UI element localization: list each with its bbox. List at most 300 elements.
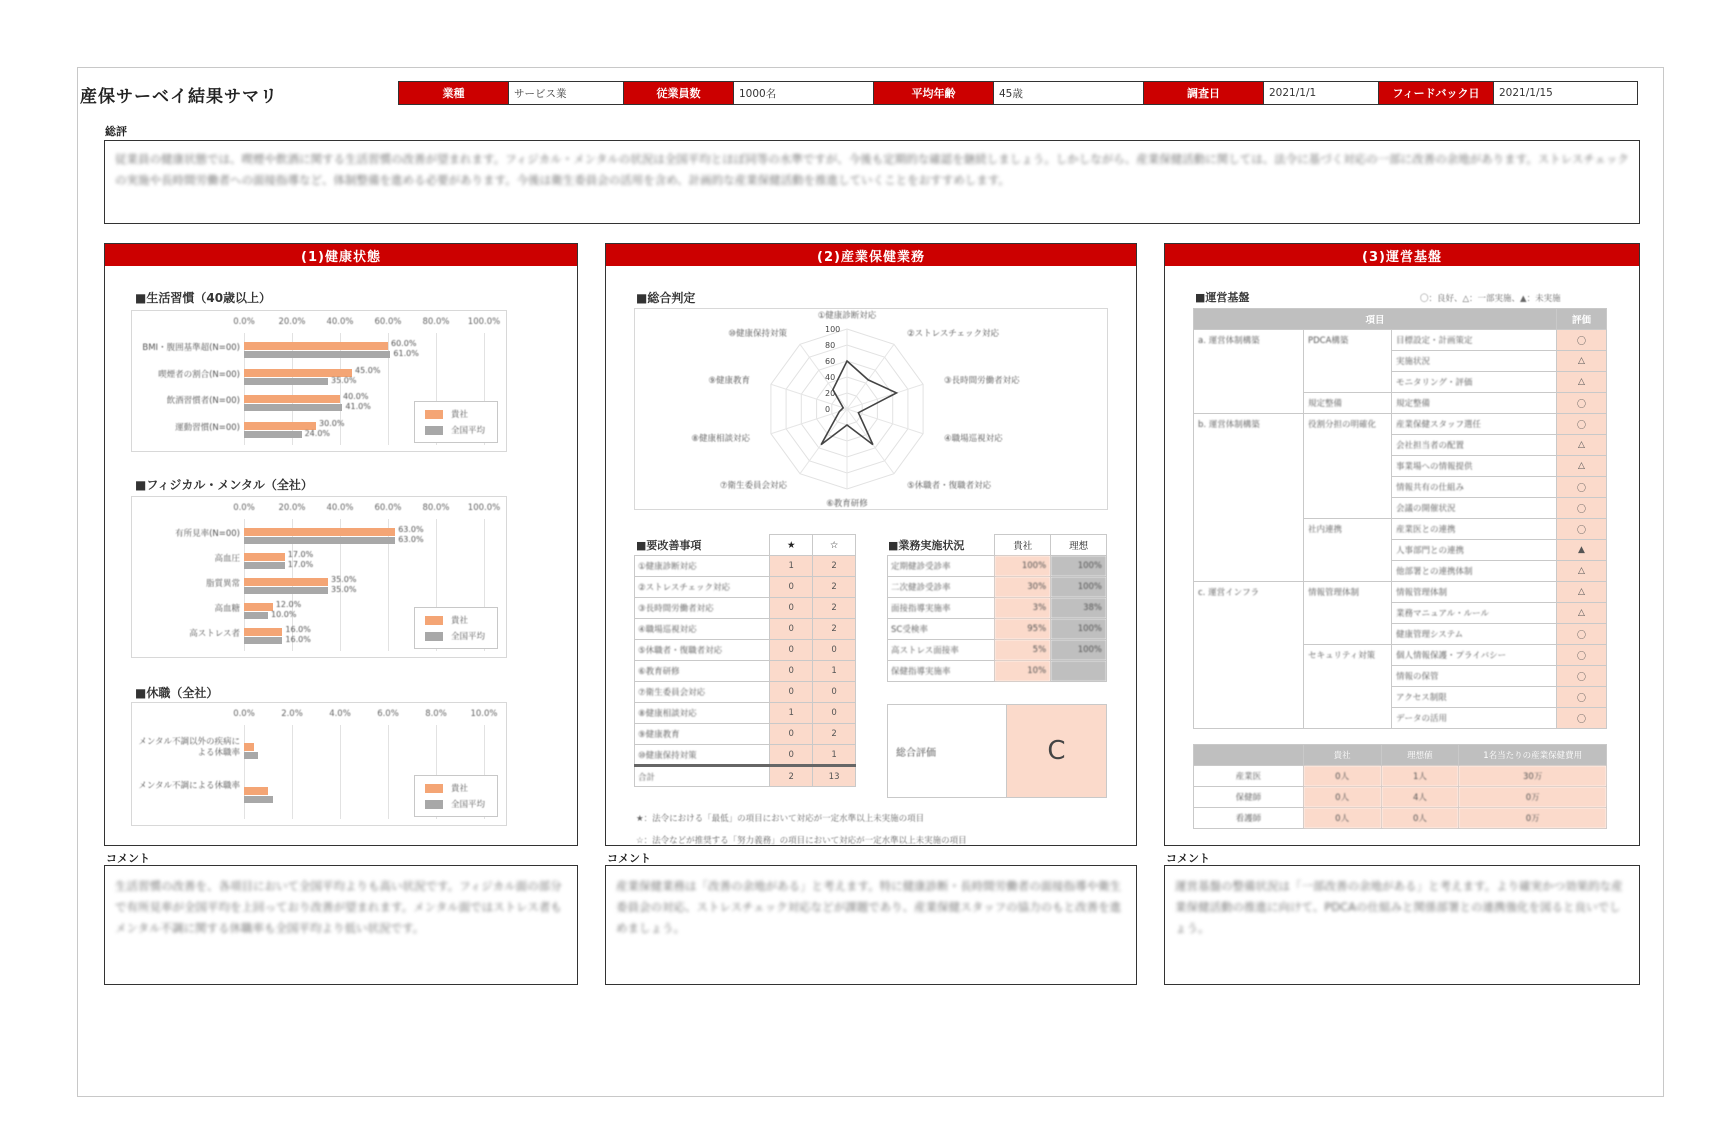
ops-eval-mark: 〇 [1557,477,1607,498]
radar-frame [634,308,1108,510]
bar-national [244,637,282,644]
report-sheet [77,67,1664,1097]
table1-total-row [635,766,856,787]
category-label: BMI・腹囲基準超(N=00) [142,343,240,354]
table2-title: ■業務実施状況 [888,539,965,552]
table1-header-row [635,535,856,556]
table1-row-label: ⑦衛生委員会対応 [635,682,770,703]
category-label: 高血圧 [214,553,240,564]
table2-header-cell: 理想 [1051,535,1107,556]
radar-spoke [771,409,847,434]
header-label-survey-date: 調査日 [1144,82,1264,104]
axis-tick-label: 20.0% [278,503,306,513]
bar-national [244,796,273,803]
chart-legend [414,607,498,649]
ops-eval-mark: △ [1557,372,1607,393]
cost-row-label: 看護師 [1194,808,1304,829]
table1-row-openstar: 0 [813,703,856,724]
header-label-feedback-date: フィードバック日 [1379,82,1494,104]
bar-company [244,395,340,403]
ops-eval-mark: 〇 [1557,519,1607,540]
table2-row-company: 10% [995,661,1051,682]
header-label-employees: 従業員数 [624,82,734,104]
table1-row-openstar: 0 [813,682,856,703]
legend-company-swatch [425,410,443,419]
legend-company-text: 貴社 [451,410,469,420]
table1-total-openstar: 13 [813,766,856,787]
value-label-national: 16.0% [285,635,311,645]
radar-axis-label: ⑨健康教育 [708,376,750,386]
table1-row [635,577,856,598]
radar-axis-label: ⑧健康相談対応 [691,434,750,444]
cost-row-per-person: 0万 [1459,808,1607,829]
table2-row-company: 3% [995,598,1051,619]
bar-company [244,553,285,561]
category-label: 高ストレス者 [189,629,240,640]
overall-grade: C [1006,705,1106,797]
ops-item: 事業場への情報提供 [1392,456,1557,477]
bar-company [244,787,268,795]
table1-header-blank [635,535,770,556]
table2-row-ideal: 100% [1051,556,1107,577]
ops-eval-mark: 〇 [1557,666,1607,687]
comment-text-health: 生活習慣の改善を、各項目において全国平均よりも高い状況です。フィジカル面の部分で有所見率が全国平均を上回っており改善が望まれます。メンタル面ではストレス者もメンタル不調に関する休職率も全国平均より低い状況です。 [115,879,562,935]
ops-category: a. 運営体制構築 [1194,330,1304,414]
header-label-industry: 業種 [399,82,509,104]
table1-row-star: 1 [770,556,813,577]
table2-row-label: 定期健診受診率 [888,556,995,577]
ops-item: 情報の保管 [1392,666,1557,687]
table1-row [635,640,856,661]
note-star: ★：法令における「最低」の項目において対応が一定水準以上未実施の項目 [636,814,925,824]
legend-company [415,406,497,422]
table1-row-star: 0 [770,619,813,640]
category-label: 運動習慣(N=00) [175,422,240,433]
category-label: 脂質異常 [205,579,240,589]
comment-box-work [605,865,1137,985]
radar-axis-label: ③長時間労働者対応 [944,376,1020,386]
header-info-bar [398,81,1638,105]
table2-row-ideal [1051,661,1107,682]
axis-tick-label: 0.0% [233,709,255,719]
table2-header-cell: 貴社 [995,535,1051,556]
table1-row-openstar: 2 [813,598,856,619]
legend-company-text: 貴社 [451,784,469,794]
value-label-company: 45.0% [355,365,381,375]
cost-row-ideal: 4人 [1381,787,1459,808]
ops-eval-mark: 〇 [1557,393,1607,414]
ops-eval-mark: △ [1557,435,1607,456]
axis-tick-label: 4.0% [329,709,351,719]
table1-header-cell: ☆ [813,535,856,556]
cost-row-company: 0人 [1303,808,1381,829]
cost-row-label: 産業医 [1194,766,1304,787]
axis-tick-label: 0.0% [233,317,255,327]
table2-row-ideal: 38% [1051,598,1107,619]
overall-eval-box [887,704,1107,798]
ops-eval-mark: 〇 [1557,645,1607,666]
radar-axis-label: ①健康診断対応 [817,311,877,321]
table2-header-blank [888,535,995,556]
ops-eval-mark: 〇 [1557,498,1607,519]
ops-eval-mark: △ [1557,456,1607,477]
health-chart-frame [131,310,507,452]
ops-category: c. 運営インフラ [1194,582,1304,729]
ops-eval-mark: 〇 [1557,330,1607,351]
table1-row [635,703,856,724]
axis-tick-label: 40.0% [326,503,354,513]
value-label-national: 61.0% [393,349,419,359]
bar-company [244,743,254,751]
ops-item: 産業保健スタッフ選任 [1392,414,1557,435]
table1-row [635,619,856,640]
legend-national-swatch [425,800,443,809]
comment-box-ops [1164,865,1640,985]
table2-row-company: 30% [995,577,1051,598]
ops-item: 健康管理システム [1392,624,1557,645]
health-chart-title: ■フィジカル・メンタル（全社） [135,478,313,492]
radar-tick-label: 0 [825,405,831,414]
table1-row-star: 0 [770,598,813,619]
axis-tick-label: 20.0% [278,317,306,327]
header-label-age: 平均年齢 [874,82,994,104]
radar-axis-label: ②ストレスチェック対応 [907,329,999,339]
ops-item: 実施状況 [1392,351,1557,372]
comment-text-ops: 運営基盤の整備状況は「一部改善の余地がある」と考えます。より確実かつ効果的な産業保健活動の推進に向けて、PDCAの仕組みと関係部署との連携強化を図ると良いでしょう。 [1175,879,1623,935]
table1-row [635,682,856,703]
header-value-age: 45歳 [994,82,1144,104]
table1-row-star: 0 [770,640,813,661]
table2-row-label: 保健指導実施率 [888,661,995,682]
cost-header-row [1194,745,1607,766]
cost-row-ideal: 1人 [1381,766,1459,787]
ops-legend: 〇：良好、△：一部実施、▲：未実施 [1420,294,1561,304]
value-label-company: 12.0% [275,600,302,610]
chart-legend [414,401,498,443]
table2-row-ideal: 100% [1051,640,1107,661]
table1-row-star: 0 [770,724,813,745]
radar-title: ■総合判定 [636,291,696,305]
cost-table [1193,744,1607,829]
ops-item: 規定整備 [1392,393,1557,414]
health-chart-frame [131,496,507,658]
table2-row [888,598,1107,619]
ops-eval-mark: △ [1557,561,1607,582]
legend-national-swatch [425,632,443,641]
cost-row [1194,787,1607,808]
radar-tick-label: 20 [825,389,836,398]
radar-spoke [847,409,894,474]
ops-item: 他部署との連携体制 [1392,561,1557,582]
table1-row-label: ⑩健康保持対策 [635,745,770,766]
bar-company [244,578,328,586]
ops-eval-mark: △ [1557,603,1607,624]
table1-total-label: 合計 [635,766,770,787]
table1-row-label: ③長時間労働者対応 [635,598,770,619]
bar-national [244,612,268,619]
table1-row-label: ④職場巡視対応 [635,619,770,640]
value-label-company: 60.0% [391,339,417,349]
health-chart-title: ■生活習慣（40歳以上） [135,291,272,305]
grid-line [388,725,389,819]
bar-national [244,752,258,759]
cost-header-cell: 理想値 [1381,745,1459,766]
bar-national [244,404,342,411]
table1-row-label: ⑤休職者・復職者対応 [635,640,770,661]
header-value-industry: サービス業 [509,82,624,104]
grid-line [388,333,389,445]
category-label: 高血糖 [214,604,240,615]
table1-row-label: ②ストレスチェック対応 [635,577,770,598]
cost-row-company: 0人 [1303,766,1381,787]
radar-chart [635,309,1109,511]
table1-row-label: ⑨健康教育 [635,724,770,745]
category-label: 飲酒習慣者(N=00) [166,396,240,407]
ops-eval-mark: ▲ [1557,540,1607,561]
radar-axis-label: ④職場巡視対応 [944,434,1003,444]
header-value-employees: 1000名 [734,82,874,104]
legend-company-swatch [425,784,443,793]
table1-title: ■要改善事項 [636,539,702,552]
table1-row-star: 0 [770,745,813,766]
table2-row-company: 5% [995,640,1051,661]
table1-row [635,661,856,682]
table2-row-ideal: 100% [1051,619,1107,640]
ops-eval-mark: 〇 [1557,414,1607,435]
radar-spoke [771,384,847,409]
table2-row-company: 100% [995,556,1051,577]
ops-header-eval: 評価 [1557,309,1607,330]
value-label-national: 63.0% [398,534,424,544]
cost-header-cell: 1名当たりの産業保健費用 [1459,745,1607,766]
header-value-survey-date: 2021/1/1 [1264,82,1379,104]
value-label-company: 35.0% [331,575,357,584]
radar-spoke [847,344,894,409]
note-open-star: ☆：法令などが推奨する「努力義務」の項目において対応が一定水準以上未実施の項目 [636,836,967,846]
ops-eval-mark: △ [1557,582,1607,603]
axis-tick-label: 80.0% [422,317,450,327]
table1-row-openstar: 2 [813,577,856,598]
ops-item: 業務マニュアル・ルール [1392,603,1557,624]
ops-subcategory: セキュリティ対策 [1304,645,1392,729]
ops-subcategory: 規定整備 [1304,393,1392,414]
legend-company [415,612,497,628]
ops-row [1194,330,1607,351]
value-label-national: 41.0% [345,402,371,412]
table1-row-star: 0 [770,661,813,682]
axis-tick-label: 40.0% [326,317,354,327]
value-label-company: 40.0% [343,392,369,402]
cost-row [1194,808,1607,829]
ops-item: 個人情報保護・プライバシー [1392,645,1557,666]
legend-national-text: 全国平均 [451,426,486,436]
panel-health-title: (1)健康状態 [105,244,577,266]
axis-tick-label: 100.0% [467,317,501,327]
ops-eval-mark: 〇 [1557,624,1607,645]
value-label-national: 10.0% [271,610,297,620]
table1-row-label: ⑧健康相談対応 [635,703,770,724]
table2-row-label: 高ストレス面接率 [888,640,995,661]
legend-company [415,780,497,796]
radar-tick-label: 80 [825,341,836,350]
panel-ops [1164,243,1640,846]
ops-row [1194,414,1607,435]
legend-national [415,628,497,644]
axis-tick-label: 60.0% [374,503,402,513]
grid-line [340,725,341,819]
panel-work-title: (2)産業保健業務 [606,244,1136,266]
bar-national [244,378,328,385]
legend-national [415,422,497,438]
table2-row [888,619,1107,640]
report-title: 産保サーベイ結果サマリ [80,87,278,107]
ops-category: b. 運営体制構築 [1194,414,1304,582]
table1-row-star: 1 [770,703,813,724]
radar-axis-label: ⑤休職者・復職者対応 [907,481,992,491]
axis-tick-label: 100.0% [467,503,501,513]
health-chart-title: ■休職（全社） [135,686,219,700]
bar-company [244,628,282,636]
ops-item: 情報管理体制 [1392,582,1557,603]
radar-axis-label: ⑩健康保持対策 [728,329,787,339]
axis-tick-label: 10.0% [470,709,498,719]
value-label-company: 17.0% [287,549,314,559]
table1-row [635,745,856,766]
ops-item: 目標設定・計画策定 [1392,330,1557,351]
ops-eval-mark: △ [1557,351,1607,372]
ops-eval-mark: 〇 [1557,687,1607,708]
ops-subcategory: 社内連携 [1304,519,1392,582]
table1-row [635,556,856,577]
table2-row [888,556,1107,577]
value-label-company: 16.0% [285,625,311,635]
table2-row-label: SC受検率 [888,619,995,640]
grid-line [244,725,245,819]
value-label-national: 35.0% [331,585,357,594]
comment-label-health: コメント [106,852,150,865]
legend-national-swatch [425,426,443,435]
axis-tick-label: 6.0% [377,709,399,719]
radar-axis-label: ⑦衛生委員会対応 [719,481,787,491]
cost-row-company: 0人 [1303,787,1381,808]
comment-label-work: コメント [607,852,651,865]
table1-row-openstar: 2 [813,619,856,640]
table2-row [888,661,1107,682]
summary-label: 総評 [105,125,127,138]
grid-line [292,725,293,819]
table2-row [888,640,1107,661]
ops-item: モニタリング・評価 [1392,372,1557,393]
ops-header-item: 項目 [1194,309,1557,330]
cost-header-cell: 貴社 [1303,745,1381,766]
summary-text: 従業員の健康状態では、喫煙や飲酒に関する生活習慣の改善が望まれます。フィジカル・メンタルの状況は全国平均とほぼ同等の水準ですが、今後も定期的な確認を継続しましょう。しかしながら、産業保健活動に関しては、法令に基づく対応の一部に改善の余地があります。ストレスチェックの実施や長時間労働者への面接指導など、体制整備を進める必要があります。今後は衛生委員会の活用を含め、計画的な産業保健活動を推進していくことをおすすめします。 [115,152,1629,187]
table1-total-star: 2 [770,766,813,787]
radar-tick-label: 40 [825,373,836,382]
table1-row-openstar: 0 [813,640,856,661]
chart-legend [414,775,498,817]
value-label-national: 24.0% [304,428,331,438]
radar-axis-label: ⑥教育研修 [826,499,868,509]
bar-national [244,537,395,544]
table1-header-cell: ★ [770,535,813,556]
legend-company-swatch [425,616,443,625]
legend-company-text: 貴社 [451,616,469,626]
value-label-company: 63.0% [398,524,424,534]
cost-row-per-person: 30万 [1459,766,1607,787]
bar-national [244,562,285,569]
table1-row-openstar: 1 [813,745,856,766]
cost-row [1194,766,1607,787]
table1-row-openstar: 2 [813,724,856,745]
bar-national [244,431,302,438]
ops-row [1194,582,1607,603]
axis-tick-label: 60.0% [374,317,402,327]
table2-header-row [888,535,1107,556]
cost-row-per-person: 0万 [1459,787,1607,808]
bar-company [244,528,395,536]
ops-item: 会社担当者の配置 [1392,435,1557,456]
value-label-company: 30.0% [319,418,345,428]
overall-eval-label: 総合評価 [896,747,936,759]
table1-row-openstar: 2 [813,556,856,577]
table2-row-ideal: 100% [1051,577,1107,598]
panel-health [104,243,578,846]
table1-row-label: ①健康診断対応 [635,556,770,577]
radar-tick-label: 100 [825,325,841,334]
cost-row-ideal: 0人 [1381,808,1459,829]
comment-box-health [104,865,578,985]
header-value-feedback-date: 2021/1/15 [1494,82,1636,104]
ops-item: 情報共有の仕組み [1392,477,1557,498]
ops-table-title: ■運営基盤 [1195,291,1250,304]
ops-item: アクセス制限 [1392,687,1557,708]
table1-row-label: ⑥教育研修 [635,661,770,682]
bar-company [244,342,388,350]
bar-national [244,587,328,594]
legend-national-text: 全国平均 [451,800,486,810]
ops-item: 人事部門との連携 [1392,540,1557,561]
table1-row-star: 0 [770,682,813,703]
value-label-national: 17.0% [287,559,314,569]
table1-row [635,724,856,745]
ops-subcategory: 情報管理体制 [1304,582,1392,645]
axis-tick-label: 0.0% [233,503,255,513]
comment-label-ops: コメント [1166,852,1210,865]
category-label: メンタル不調による休職率 [138,781,240,791]
ops-item: データの活用 [1392,708,1557,729]
legend-national-text: 全国平均 [451,632,486,642]
axis-tick-label: 8.0% [425,709,447,719]
category-label: 有所見率(N=00) [175,528,240,539]
table2-row [888,577,1107,598]
cost-row-label: 保健師 [1194,787,1304,808]
cost-header-cell [1194,745,1304,766]
ops-subcategory: PDCA構築 [1304,330,1392,393]
bar-national [244,351,390,358]
health-chart-frame [131,702,507,826]
ops-table [1193,308,1607,729]
table1-row-openstar: 1 [813,661,856,682]
ops-header-row [1194,309,1607,330]
value-label-national: 35.0% [331,375,357,385]
table2-row-label: 面接指導実施率 [888,598,995,619]
ops-eval-mark: 〇 [1557,708,1607,729]
table1-row [635,598,856,619]
ops-item: 産業医との連携 [1392,519,1557,540]
table2-row-label: 二次健診受診率 [888,577,995,598]
axis-tick-label: 2.0% [281,709,303,719]
panel-work [605,243,1137,846]
